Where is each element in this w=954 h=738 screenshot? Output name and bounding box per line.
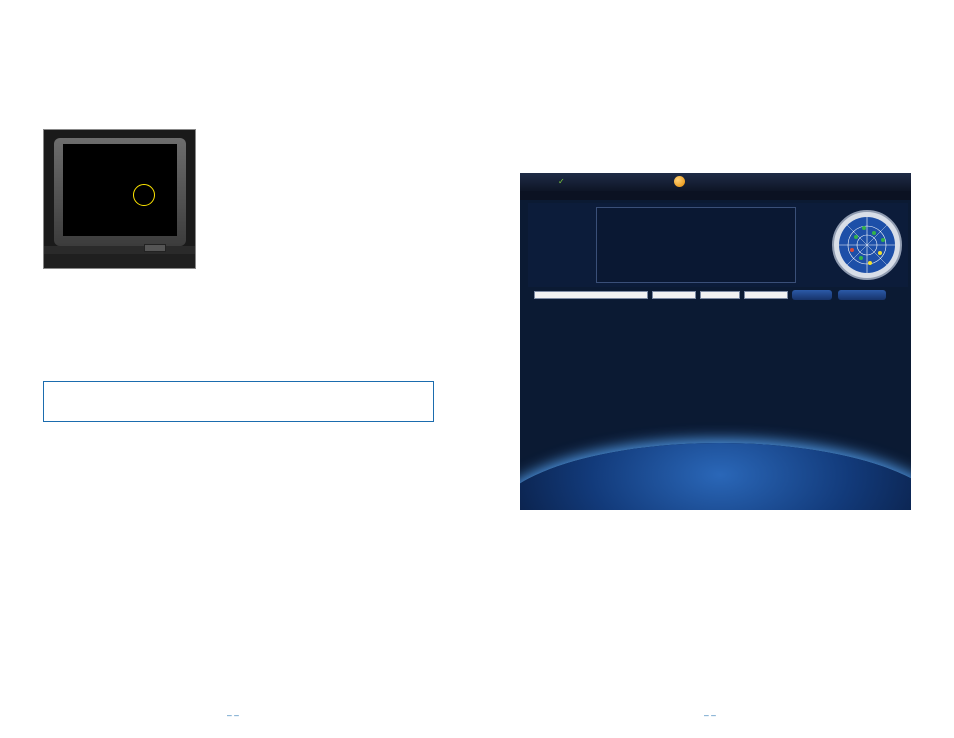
map-it-button[interactable] xyxy=(838,290,886,300)
power-switch xyxy=(144,244,166,252)
baud-select[interactable] xyxy=(700,291,740,299)
sky-plot xyxy=(828,203,906,287)
right-page xyxy=(477,0,954,738)
snr-bars-svg xyxy=(597,208,797,284)
module-select[interactable] xyxy=(652,291,696,299)
evaluation-software-screenshot xyxy=(520,173,911,510)
gps-info-panel xyxy=(528,203,908,287)
note-box xyxy=(43,381,434,422)
oled-screen xyxy=(63,144,177,236)
app-toolbar xyxy=(534,291,900,301)
app-menubar xyxy=(520,191,911,200)
oled-compass-ring xyxy=(133,184,155,206)
nmea-records-select[interactable] xyxy=(534,291,648,299)
development-board-display-photo xyxy=(43,129,196,269)
silkscreen-strip xyxy=(44,254,196,269)
pcb-edge xyxy=(44,246,196,254)
sky-plot-svg xyxy=(828,203,906,287)
app-titlebar xyxy=(520,173,911,191)
com-port-select[interactable] xyxy=(744,291,788,299)
nmea-log xyxy=(534,307,894,457)
page-number-left: – – xyxy=(227,710,239,720)
check-icon: ✓ xyxy=(558,177,565,186)
globe-icon xyxy=(674,176,685,187)
page-number-right: – – xyxy=(704,710,716,720)
reading-gps-button[interactable] xyxy=(792,290,832,300)
snr-bar-chart xyxy=(596,207,796,283)
